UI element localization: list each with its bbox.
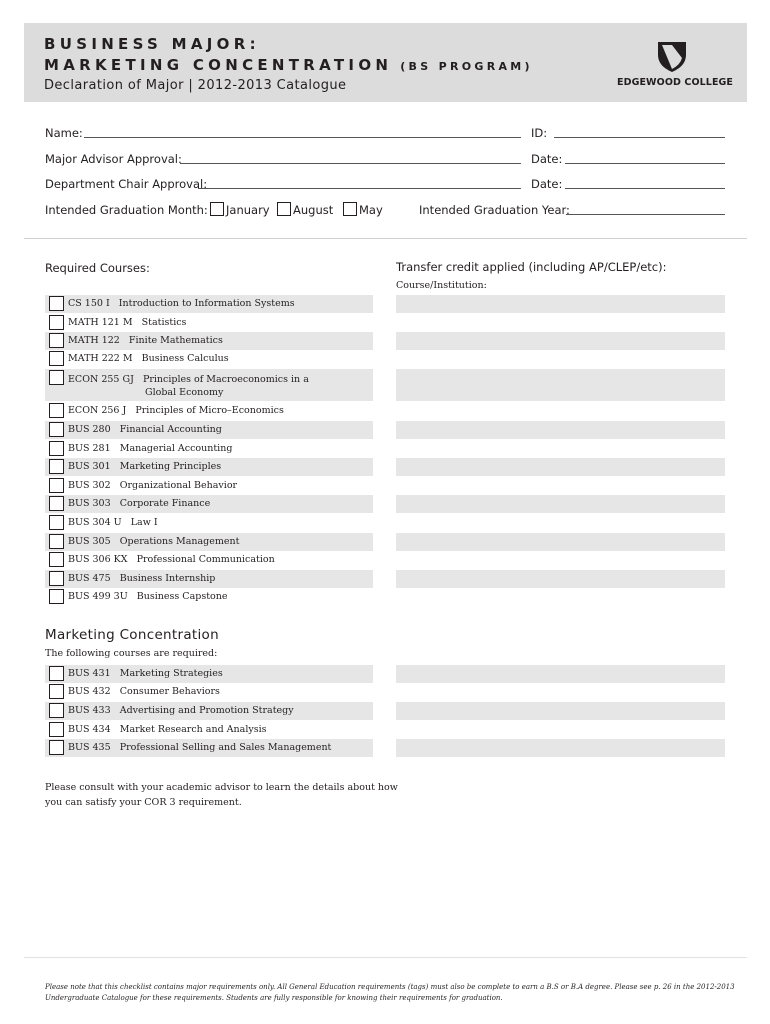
course-code: BUS 301	[68, 461, 111, 472]
course-row	[45, 551, 373, 569]
course-code: BUS 305	[68, 536, 111, 547]
course-row	[45, 495, 373, 513]
college-logo	[617, 39, 734, 91]
course-checkbox[interactable]	[49, 459, 64, 474]
transfer-credit-field[interactable]	[396, 369, 725, 401]
course-code: BUS 432	[68, 686, 111, 697]
required-courses-heading: Required Courses:	[45, 261, 150, 275]
course-title: Professional Selling and Sales Management	[119, 742, 332, 753]
name-label: Name:	[45, 126, 83, 140]
course-row	[45, 421, 373, 439]
course-code: MATH 121 M	[68, 317, 133, 328]
course-row	[45, 588, 373, 606]
course-title: Advertising and Promotion Strategy	[119, 705, 294, 716]
transfer-credit-field[interactable]	[396, 332, 725, 350]
transfer-credit-heading: Transfer credit applied (including AP/CLEP/etc):	[396, 260, 667, 274]
id-field[interactable]	[554, 137, 725, 138]
course-checkbox[interactable]	[49, 333, 64, 348]
course-title: Financial Accounting	[119, 424, 222, 435]
course-institution-label: Course/Institution:	[396, 280, 487, 291]
section-divider	[24, 238, 747, 239]
name-field[interactable]	[84, 137, 521, 138]
course-title: Business Calculus	[141, 353, 229, 364]
course-row	[45, 721, 373, 739]
chair-approval-field[interactable]	[198, 188, 521, 189]
course-checkbox[interactable]	[49, 351, 64, 366]
course-row	[45, 350, 373, 368]
course-checkbox[interactable]	[49, 370, 64, 385]
course-title: Marketing Principles	[119, 461, 222, 472]
january-label: January	[226, 203, 270, 217]
course-title-cont: Global Economy	[145, 387, 224, 398]
course-code: BUS 433	[68, 705, 111, 716]
chair-label: Department Chair Approval:	[45, 177, 208, 191]
course-row	[45, 683, 373, 701]
course-row	[45, 332, 373, 350]
august-label: August	[293, 203, 334, 217]
footer-note: Please note that this checklist contains major requirements only. All General Education requirements (tags) must also be complete to earn a B.S or B.A degree. Please see p. 26 in the 2012-2013 Undergraduate Catalogue for these requirements. Students are fully responsible for knowing their requirements for graduation.	[45, 983, 735, 1002]
course-row	[45, 369, 373, 401]
course-checkbox[interactable]	[49, 296, 64, 311]
college-name: EDGEWOOD COLLEGE	[617, 77, 734, 88]
course-checkbox[interactable]	[49, 703, 64, 718]
course-checkbox[interactable]	[49, 684, 64, 699]
course-code: BUS 306 KX	[68, 554, 128, 565]
course-title: Operations Management	[119, 536, 240, 547]
course-title: Introduction to Information Systems	[118, 298, 295, 309]
title-line-2	[44, 56, 533, 74]
course-title: Managerial Accounting	[119, 443, 233, 454]
title-program: (BS PROGRAM)	[400, 60, 533, 73]
grad-year-label: Intended Graduation Year:	[419, 203, 570, 217]
title-line-1: BUSINESS MAJOR:	[44, 35, 260, 53]
course-code: BUS 475	[68, 573, 111, 584]
transfer-credit-field[interactable]	[396, 421, 725, 439]
january-checkbox[interactable]	[210, 202, 224, 216]
course-title: Corporate Finance	[119, 498, 211, 509]
header-banner	[24, 23, 747, 102]
course-row	[45, 514, 373, 532]
date-label-2: Date:	[531, 177, 563, 191]
course-code: CS 150 I	[68, 298, 110, 309]
course-row	[45, 458, 373, 476]
transfer-credit-field[interactable]	[396, 533, 725, 551]
course-row	[45, 402, 373, 420]
course-code: BUS 280	[68, 424, 111, 435]
course-code: BUS 304 U	[68, 517, 122, 528]
course-row	[45, 314, 373, 332]
course-title: Professional Communication	[136, 554, 275, 565]
may-checkbox[interactable]	[343, 202, 357, 216]
may-label: May	[359, 203, 383, 217]
course-row	[45, 739, 373, 757]
course-code: ECON 255 GJ	[68, 374, 134, 385]
course-row	[45, 702, 373, 720]
course-checkbox[interactable]	[49, 441, 64, 456]
consult-note: Please consult with your academic advisor to learn the details about how you can satisfy your COR 3 requirement.	[45, 782, 398, 808]
course-checkbox[interactable]	[49, 552, 64, 567]
transfer-credit-field[interactable]	[396, 458, 725, 476]
advisor-label: Major Advisor Approval:	[45, 152, 182, 166]
transfer-credit-field[interactable]	[396, 665, 725, 683]
course-checkbox[interactable]	[49, 534, 64, 549]
grad-year-field[interactable]	[566, 214, 725, 215]
course-title: Consumer Behaviors	[119, 686, 220, 697]
course-checkbox[interactable]	[49, 666, 64, 681]
course-title: Business Capstone	[136, 591, 228, 602]
advisor-date-field[interactable]	[565, 163, 725, 164]
footer-divider	[24, 957, 747, 958]
course-checkbox[interactable]	[49, 478, 64, 493]
transfer-credit-field[interactable]	[396, 570, 725, 588]
course-checkbox[interactable]	[49, 422, 64, 437]
course-title: Marketing Strategies	[119, 668, 223, 679]
course-code: BUS 434	[68, 724, 111, 735]
course-code: MATH 122	[68, 335, 120, 346]
course-code: BUS 303	[68, 498, 111, 509]
transfer-credit-field[interactable]	[396, 702, 725, 720]
course-checkbox[interactable]	[49, 496, 64, 511]
course-code: BUS 281	[68, 443, 111, 454]
id-label: ID:	[531, 126, 548, 140]
course-code: BUS 431	[68, 668, 111, 679]
course-title: Statistics	[141, 317, 187, 328]
title-main: MARKETING CONCENTRATION	[44, 56, 393, 74]
date-label-1: Date:	[531, 152, 563, 166]
shield-icon	[655, 39, 689, 73]
marketing-subheading: The following courses are required:	[45, 648, 218, 659]
course-title: Organizational Behavior	[119, 480, 238, 491]
course-title: Principles of Macroeconomics in a	[142, 374, 309, 385]
course-row	[45, 570, 373, 588]
course-checkbox[interactable]	[49, 571, 64, 586]
course-title: Principles of Micro–Economics	[135, 405, 284, 416]
advisor-approval-field[interactable]	[180, 163, 521, 164]
course-checkbox[interactable]	[49, 515, 64, 530]
course-title: Business Internship	[119, 573, 216, 584]
course-code: MATH 222 M	[68, 353, 133, 364]
course-code: BUS 302	[68, 480, 111, 491]
course-checkbox[interactable]	[49, 589, 64, 604]
course-title: Law I	[130, 517, 158, 528]
course-checkbox[interactable]	[49, 315, 64, 330]
course-checkbox[interactable]	[49, 740, 64, 755]
august-checkbox[interactable]	[277, 202, 291, 216]
chair-date-field[interactable]	[565, 188, 725, 189]
course-row	[45, 295, 373, 313]
grad-month-label: Intended Graduation Month:	[45, 203, 208, 217]
course-row	[45, 440, 373, 458]
course-row	[45, 665, 373, 683]
transfer-credit-field[interactable]	[396, 739, 725, 757]
page-subtitle: Declaration of Major | 2012-2013 Catalogue	[44, 78, 347, 93]
course-row	[45, 477, 373, 495]
transfer-credit-field[interactable]	[396, 495, 725, 513]
course-row	[45, 533, 373, 551]
course-checkbox[interactable]	[49, 722, 64, 737]
course-code: ECON 256 J	[68, 405, 127, 416]
course-checkbox[interactable]	[49, 403, 64, 418]
course-code: BUS 499 3U	[68, 591, 128, 602]
course-title: Market Research and Analysis	[119, 724, 267, 735]
marketing-heading: Marketing Concentration	[45, 627, 219, 643]
course-code: BUS 435	[68, 742, 111, 753]
course-title: Finite Mathematics	[128, 335, 223, 346]
transfer-credit-field[interactable]	[396, 295, 725, 313]
